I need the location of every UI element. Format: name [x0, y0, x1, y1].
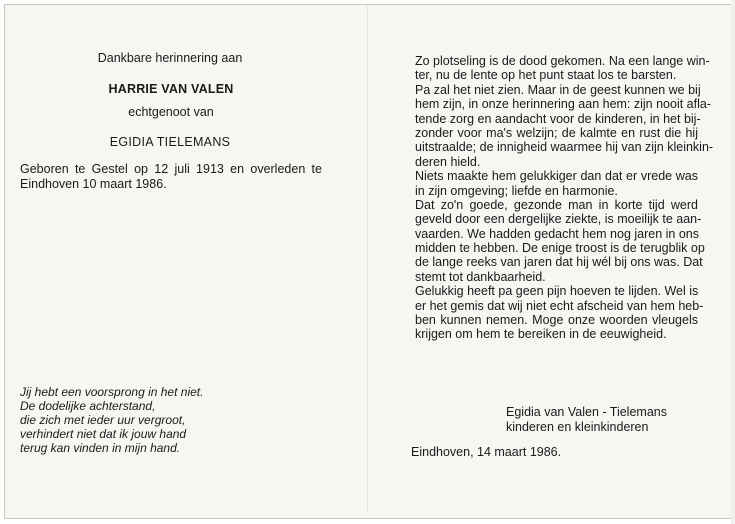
poem-line: die zich met ieder uur vergroot, [20, 413, 186, 427]
text-line: Zo plotseling is de dood gekomen. Na een lange win- [415, 54, 710, 68]
fold-line [367, 6, 368, 511]
text-line: ben kunnen nemen. Moge onze woorden vleugels [415, 313, 698, 328]
poem-line: terug kan vinden in mijn hand. [20, 441, 181, 455]
signature-line-2: kinderen en kleinkinderen [506, 420, 649, 434]
text-line: Niets maakte hem gelukkiger dan dat er vrede was [415, 169, 698, 184]
text-line: tende zorg en aandacht voor de kinderen, in het bij- [415, 111, 701, 126]
intro-text: Dankbare herinnering aan [97, 51, 243, 65]
text-line: zonder voor ma's welzijn; de kalmte en rust die hij [415, 125, 698, 140]
text-line: krijgen om hem te bereiken in de eeuwigheid. [415, 327, 667, 342]
text-line: ter, nu de lente op het punt staat los te barsten. [415, 68, 677, 83]
text-line: Pa zal het niet zien. Maar in de geest kunnen we bij [415, 82, 701, 97]
poem-line: Jij hebt een voorsprong in het niet. [20, 385, 204, 399]
text-line: deren hield. [415, 154, 481, 169]
text-line: Gelukkig heeft pa geen pijn hoeven te lijden. Wel is [415, 284, 699, 299]
text-line: uitstraalde; de innigheid waarmee hij van zijn kleinkin- [415, 140, 714, 155]
text-line: de lange reeks van jaren dat hij wél bij ons was. Dat [415, 255, 703, 270]
text-line: Dat zo'n goede, gezonde man in korte tijd werd [415, 197, 698, 212]
text-line: geveld door een dergelijke ziekte, is moeilijk te aan- [415, 212, 702, 227]
text-line: stemt tot dankbaarheid. [415, 269, 546, 284]
text-line: er het gemis dat wij niet echt afscheid van hem heb- [415, 298, 704, 313]
text-line: in zijn omgeving; liefde en harmonie. [415, 183, 618, 198]
card-edge [731, 0, 735, 524]
birth-line-2: Eindhoven 10 maart 1986. [20, 177, 167, 191]
poem-line: verhindert niet dat ik jouw hand [20, 427, 187, 441]
memorial-text [415, 54, 714, 342]
poem-line: De dodelijke achterstand, [20, 399, 156, 413]
birth-line-1: Geboren te Gestel op 12 juli 1913 en overleden te [20, 162, 322, 176]
text-line: hem zijn, in onze herinnering aan hem: zijn nooit afla- [415, 97, 712, 112]
text-line: vaarden. We hadden gedacht hem nog jaren in ons [415, 226, 699, 241]
deceased-name: HARRIE VAN VALEN [108, 82, 234, 96]
relation-text: echtgenoot van [128, 105, 214, 119]
signature-line-1: Egidia van Valen - Tielemans [506, 405, 667, 419]
place-date: Eindhoven, 14 maart 1986. [411, 445, 562, 459]
spouse-name: EGIDIA TIELEMANS [109, 135, 231, 149]
text-line: midden te hebben. De enige troost is de terugblik op [415, 241, 705, 256]
